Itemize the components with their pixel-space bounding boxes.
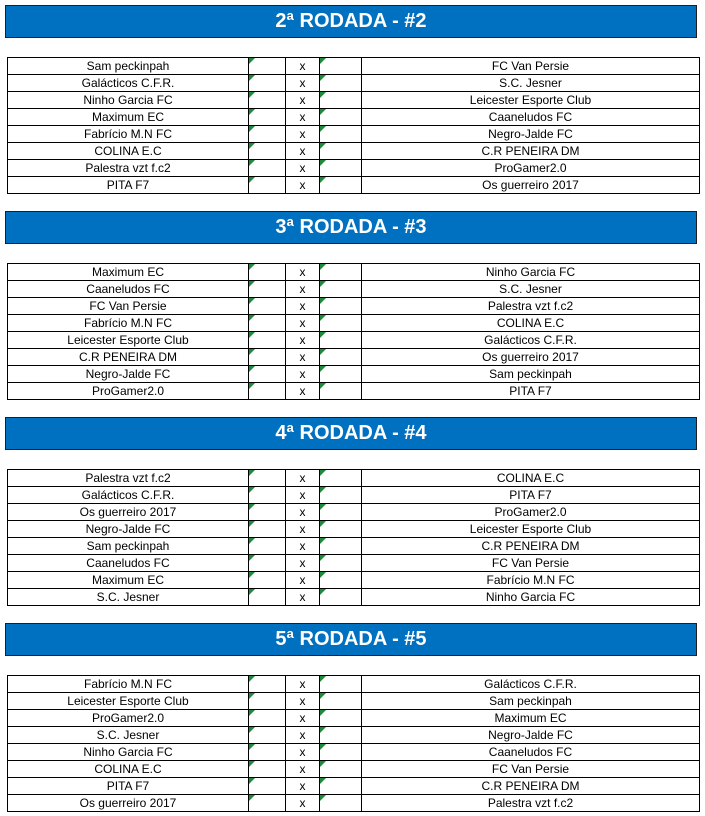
match-row: [8, 676, 700, 693]
versus-label: x: [286, 761, 320, 778]
away-team-cell[interactable]: S.C. Jesner: [362, 281, 700, 298]
home-team-cell[interactable]: Fabrício M.N FC: [8, 676, 249, 693]
match-row: [8, 589, 700, 606]
away-team-cell[interactable]: Maximum EC: [362, 710, 700, 727]
home-team-cell[interactable]: PITA F7: [8, 778, 249, 795]
home-score-cell[interactable]: [249, 383, 286, 400]
round-title[interactable]: 4ª RODADA - #4: [5, 417, 697, 450]
versus-label: x: [286, 281, 320, 298]
match-row: [8, 555, 700, 572]
home-score-cell[interactable]: [249, 487, 286, 504]
versus-label: x: [286, 778, 320, 795]
round-title[interactable]: 2ª RODADA - #2: [5, 5, 697, 38]
match-row: [8, 383, 700, 400]
away-team-cell[interactable]: Leicester Esporte Club: [362, 92, 700, 109]
versus-label: x: [286, 315, 320, 332]
round-title[interactable]: 3ª RODADA - #3: [5, 211, 697, 244]
match-row: [8, 75, 700, 92]
match-row: [8, 126, 700, 143]
home-team-cell[interactable]: ProGamer2.0: [8, 710, 249, 727]
home-team-cell[interactable]: Negro-Jalde FC: [8, 521, 249, 538]
versus-label: x: [286, 589, 320, 606]
away-score-cell[interactable]: [320, 555, 362, 572]
round-title[interactable]: 5ª RODADA - #5: [5, 623, 697, 656]
home-score-cell[interactable]: [249, 676, 286, 693]
away-team-cell[interactable]: ProGamer2.0: [362, 160, 700, 177]
away-team-cell[interactable]: Caaneludos FC: [362, 109, 700, 126]
home-team-cell[interactable]: S.C. Jesner: [8, 727, 249, 744]
away-score-cell[interactable]: [320, 143, 362, 160]
away-score-cell[interactable]: [320, 589, 362, 606]
away-team-cell[interactable]: Galácticos C.F.R.: [362, 332, 700, 349]
away-score-cell[interactable]: [320, 383, 362, 400]
versus-label: x: [286, 470, 320, 487]
versus-label: x: [286, 538, 320, 555]
home-score-cell[interactable]: [249, 177, 286, 194]
home-score-cell[interactable]: [249, 109, 286, 126]
away-score-cell[interactable]: [320, 761, 362, 778]
away-team-cell[interactable]: Negro-Jalde FC: [362, 126, 700, 143]
away-score-cell[interactable]: [320, 504, 362, 521]
home-team-cell[interactable]: Fabrício M.N FC: [8, 126, 249, 143]
match-row: [8, 504, 700, 521]
versus-label: x: [286, 264, 320, 281]
match-row: [8, 521, 700, 538]
home-score-cell[interactable]: [249, 366, 286, 383]
away-team-cell[interactable]: Palestra vzt f.c2: [362, 795, 700, 812]
match-row: [8, 487, 700, 504]
home-team-cell[interactable]: Fabrício M.N FC: [8, 315, 249, 332]
match-row: [8, 160, 700, 177]
home-team-cell[interactable]: Ninho Garcia FC: [8, 92, 249, 109]
match-row: [8, 92, 700, 109]
versus-label: x: [286, 795, 320, 812]
versus-label: x: [286, 92, 320, 109]
match-row: [8, 109, 700, 126]
away-score-cell[interactable]: [320, 572, 362, 589]
match-row: [8, 349, 700, 366]
versus-label: x: [286, 366, 320, 383]
home-team-cell[interactable]: Galácticos C.F.R.: [8, 75, 249, 92]
away-score-cell[interactable]: [320, 92, 362, 109]
home-score-cell[interactable]: [249, 58, 286, 75]
versus-label: x: [286, 676, 320, 693]
versus-label: x: [286, 349, 320, 366]
away-score-cell[interactable]: [320, 744, 362, 761]
away-team-cell[interactable]: S.C. Jesner: [362, 75, 700, 92]
home-team-cell[interactable]: Sam peckinpah: [8, 538, 249, 555]
match-row: [8, 710, 700, 727]
versus-label: x: [286, 744, 320, 761]
away-team-cell[interactable]: Leicester Esporte Club: [362, 521, 700, 538]
away-score-cell[interactable]: [320, 727, 362, 744]
home-team-cell[interactable]: COLINA E.C: [8, 143, 249, 160]
away-team-cell[interactable]: ProGamer2.0: [362, 504, 700, 521]
home-team-cell[interactable]: PITA F7: [8, 177, 249, 194]
away-score-cell[interactable]: [320, 487, 362, 504]
match-row: [8, 778, 700, 795]
away-team-cell[interactable]: Sam peckinpah: [362, 693, 700, 710]
home-score-cell[interactable]: [249, 349, 286, 366]
match-table: [7, 263, 700, 400]
match-row: [8, 744, 700, 761]
away-team-cell[interactable]: Os guerreiro 2017: [362, 177, 700, 194]
home-score-cell[interactable]: [249, 470, 286, 487]
home-score-cell[interactable]: [249, 281, 286, 298]
home-team-cell[interactable]: Caaneludos FC: [8, 281, 249, 298]
versus-label: x: [286, 109, 320, 126]
versus-label: x: [286, 572, 320, 589]
home-score-cell[interactable]: [249, 778, 286, 795]
away-score-cell[interactable]: [320, 109, 362, 126]
versus-label: x: [286, 555, 320, 572]
match-table: [7, 57, 700, 194]
home-team-cell[interactable]: Leicester Esporte Club: [8, 693, 249, 710]
away-team-cell[interactable]: C.R PENEIRA DM: [362, 778, 700, 795]
versus-label: x: [286, 710, 320, 727]
away-score-cell[interactable]: [320, 315, 362, 332]
home-score-cell[interactable]: [249, 126, 286, 143]
away-score-cell[interactable]: [320, 676, 362, 693]
versus-label: x: [286, 504, 320, 521]
home-score-cell[interactable]: [249, 143, 286, 160]
away-team-cell[interactable]: PITA F7: [362, 383, 700, 400]
home-score-cell[interactable]: [249, 75, 286, 92]
away-team-cell[interactable]: Ninho Garcia FC: [362, 264, 700, 281]
home-team-cell[interactable]: Negro-Jalde FC: [8, 366, 249, 383]
away-team-cell[interactable]: C.R PENEIRA DM: [362, 538, 700, 555]
away-team-cell[interactable]: COLINA E.C: [362, 470, 700, 487]
away-score-cell[interactable]: [320, 366, 362, 383]
home-team-cell[interactable]: Leicester Esporte Club: [8, 332, 249, 349]
home-team-cell[interactable]: Caaneludos FC: [8, 555, 249, 572]
match-row: [8, 727, 700, 744]
home-score-cell[interactable]: [249, 264, 286, 281]
home-score-cell[interactable]: [249, 795, 286, 812]
away-score-cell[interactable]: [320, 126, 362, 143]
home-score-cell[interactable]: [249, 332, 286, 349]
home-score-cell[interactable]: [249, 92, 286, 109]
away-score-cell[interactable]: [320, 693, 362, 710]
home-team-cell[interactable]: COLINA E.C: [8, 761, 249, 778]
versus-label: x: [286, 383, 320, 400]
home-team-cell[interactable]: Sam peckinpah: [8, 58, 249, 75]
versus-label: x: [286, 298, 320, 315]
away-team-cell[interactable]: FC Van Persie: [362, 555, 700, 572]
versus-label: x: [286, 58, 320, 75]
match-row: [8, 693, 700, 710]
versus-label: x: [286, 126, 320, 143]
home-team-cell[interactable]: FC Van Persie: [8, 298, 249, 315]
away-score-cell[interactable]: [320, 470, 362, 487]
versus-label: x: [286, 487, 320, 504]
away-team-cell[interactable]: Caaneludos FC: [362, 744, 700, 761]
home-score-cell[interactable]: [249, 298, 286, 315]
away-score-cell[interactable]: [320, 538, 362, 555]
home-score-cell[interactable]: [249, 589, 286, 606]
home-team-cell[interactable]: Palestra vzt f.c2: [8, 470, 249, 487]
match-row: [8, 298, 700, 315]
away-score-cell[interactable]: [320, 332, 362, 349]
match-row: [8, 538, 700, 555]
away-score-cell[interactable]: [320, 778, 362, 795]
home-score-cell[interactable]: [249, 315, 286, 332]
away-score-cell[interactable]: [320, 58, 362, 75]
versus-label: x: [286, 727, 320, 744]
away-team-cell[interactable]: FC Van Persie: [362, 761, 700, 778]
match-row: [8, 366, 700, 383]
match-row: [8, 572, 700, 589]
match-row: [8, 761, 700, 778]
home-score-cell[interactable]: [249, 710, 286, 727]
away-score-cell[interactable]: [320, 281, 362, 298]
away-score-cell[interactable]: [320, 521, 362, 538]
match-row: [8, 315, 700, 332]
away-score-cell[interactable]: [320, 160, 362, 177]
match-row: [8, 177, 700, 194]
versus-label: x: [286, 693, 320, 710]
away-score-cell[interactable]: [320, 710, 362, 727]
away-team-cell[interactable]: C.R PENEIRA DM: [362, 143, 700, 160]
away-team-cell[interactable]: PITA F7: [362, 487, 700, 504]
home-team-cell[interactable]: C.R PENEIRA DM: [8, 349, 249, 366]
away-score-cell[interactable]: [320, 75, 362, 92]
away-team-cell[interactable]: Os guerreiro 2017: [362, 349, 700, 366]
away-score-cell[interactable]: [320, 795, 362, 812]
away-score-cell[interactable]: [320, 349, 362, 366]
versus-label: x: [286, 143, 320, 160]
versus-label: x: [286, 75, 320, 92]
away-team-cell[interactable]: COLINA E.C: [362, 315, 700, 332]
away-score-cell[interactable]: [320, 264, 362, 281]
versus-label: x: [286, 521, 320, 538]
home-score-cell[interactable]: [249, 761, 286, 778]
home-score-cell[interactable]: [249, 693, 286, 710]
home-score-cell[interactable]: [249, 555, 286, 572]
home-team-cell[interactable]: Os guerreiro 2017: [8, 504, 249, 521]
away-team-cell[interactable]: Sam peckinpah: [362, 366, 700, 383]
away-team-cell[interactable]: Negro-Jalde FC: [362, 727, 700, 744]
home-score-cell[interactable]: [249, 744, 286, 761]
home-team-cell[interactable]: Maximum EC: [8, 109, 249, 126]
away-score-cell[interactable]: [320, 177, 362, 194]
match-row: [8, 281, 700, 298]
away-score-cell[interactable]: [320, 298, 362, 315]
home-team-cell[interactable]: Os guerreiro 2017: [8, 795, 249, 812]
away-team-cell[interactable]: Galácticos C.F.R.: [362, 676, 700, 693]
home-score-cell[interactable]: [249, 538, 286, 555]
home-team-cell[interactable]: Maximum EC: [8, 572, 249, 589]
versus-label: x: [286, 160, 320, 177]
match-row: [8, 143, 700, 160]
home-score-cell[interactable]: [249, 504, 286, 521]
home-team-cell[interactable]: Maximum EC: [8, 264, 249, 281]
home-team-cell[interactable]: S.C. Jesner: [8, 589, 249, 606]
home-team-cell[interactable]: Ninho Garcia FC: [8, 744, 249, 761]
home-team-cell[interactable]: Palestra vzt f.c2: [8, 160, 249, 177]
home-score-cell[interactable]: [249, 572, 286, 589]
away-team-cell[interactable]: FC Van Persie: [362, 58, 700, 75]
match-table: [7, 469, 700, 606]
home-score-cell[interactable]: [249, 160, 286, 177]
match-row: [8, 58, 700, 75]
away-team-cell[interactable]: Fabrício M.N FC: [362, 572, 700, 589]
home-team-cell[interactable]: ProGamer2.0: [8, 383, 249, 400]
match-row: [8, 795, 700, 812]
versus-label: x: [286, 332, 320, 349]
versus-label: x: [286, 177, 320, 194]
match-table: [7, 675, 700, 812]
away-team-cell[interactable]: Ninho Garcia FC: [362, 589, 700, 606]
match-row: [8, 332, 700, 349]
home-score-cell[interactable]: [249, 727, 286, 744]
home-team-cell[interactable]: Galácticos C.F.R.: [8, 487, 249, 504]
match-row: [8, 264, 700, 281]
match-row: [8, 470, 700, 487]
home-score-cell[interactable]: [249, 521, 286, 538]
away-team-cell[interactable]: Palestra vzt f.c2: [362, 298, 700, 315]
